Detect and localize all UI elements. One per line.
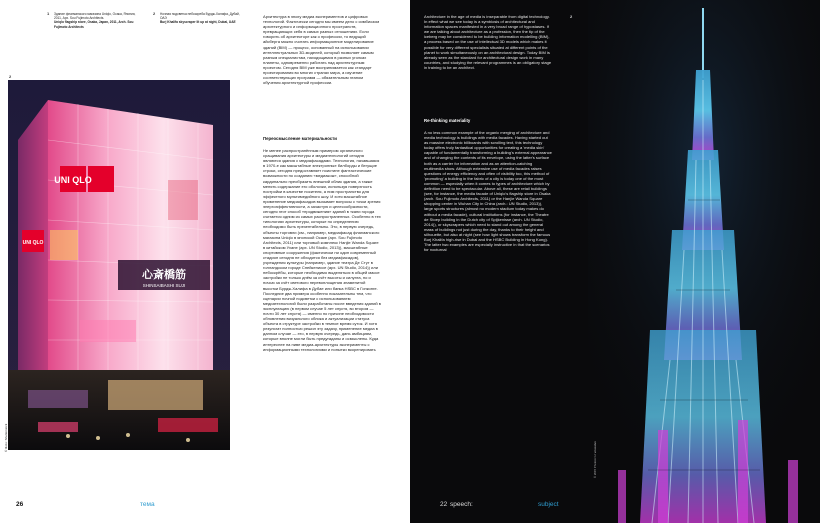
page-number-right: 22: [440, 501, 448, 508]
caption-1-number: 1: [47, 11, 50, 16]
page-number-left: 26: [16, 501, 24, 508]
ru-body-text: Не менее распространённым примером органичного сращивания архитектуры и медиатехнологий сегодня являются здания с медиафасадами. Технология, начавшаяся в 1970-е как масштабные электронные билборды и бегущие строки, сегодня предоставляет поистине фантастические возможности по созданию «медиакож», способной кардинально преобразить внешний облик здания, а также менять содержание его оболочки, используя поверхность постройки в качестве носителя, а ним пространство для эффектного мультимедийного шоу. И хотя масштабное применение медиафасадов вызывает вопросы с точки зрения энергоэффективности, а зачастую и целесообразности, сегодня этот способ «продвижения» зданий в ткани города считается одним из самых распространенных. Особенно в тех типологиях архитектуры, которые по определению необходимо быть презентабельны. Это, в первую очередь, объекты торговли (см., например, медиафасад флагманского магазина Uniqlo в японской Осаке (арх. Sou Fujimoto Architects, 2011) или торговый комплекс Hanjie Wanda Square в китайском Ухане (арх. UN Studio, 2013)), масштабные спортивные сооружения (фактически ни один современный стадион сегодня не обходится без медиафасадов), учреждения культуры (например, здание театра Де Стут в голландском городе Спейкениссе (арх. UN Studio, 2014)) или небоскрёбы, которые необходимо выделяться в общей массе застройки не только днём за счёт высоты и силуэта, но и ночью за счёт светового перевоплощения знаменитой высотки Бурдж-Халифа в Дубае или банка HSBC в Гонконге. Последние два примера особенно показательны тем, что сценарии ночной подсветки с использованием медиатехнологий были разработаны после введения зданий в эксплуатацию (в первом случае 5 лет спустя, во втором — почти 30 лет спустя) — именно по причине необходимости обновления визуального облика и актуализации статуса объекта в структуре застройки в темное время суток. И хотя результат полностью решил эту задачу, применение медиа в данном случае — это, в первую очередь, дань амбициям, которые вполне могли быть предугаданы и осмыслены. Куда интереснее на ниве медиа-архитектуры эксперименты с информационными технологиями и попытки вкоренировать: [263, 148, 381, 352]
ru-intro-text: Архитектура в эпоху медиа экспериментов и цифровых технологий. Фактически сегодня мы имеем дело с симбиозом архитектурного и информационного пространств, превращающих себя в самых разных отношениях. Если говорить об архитекторе как о профессии, то ведущий айсберга можно считать информационное моделирование зданий (BIM) — процесс, основанный на использовании интеллектуальных 3D-моделей, который позволяет самым разным специалистам, находящимся в разных уголках планеты, одновременно работать над архитектурным проектом. Сегодня BIM уже воспринимается как стандарт проектирования во многих странах мира, а изучение соответствующих программ — обязательным этапом обучения архитектурной профессии.: [263, 14, 380, 86]
burj-khalifa-illustration: [588, 0, 820, 523]
en-section-heading: Re-thinking materiality: [424, 118, 471, 123]
en-body-text: A no less common example of the organic merging of architecture and media technology is buildings with media facades. Having started out as massive electronic billboards with scrolling text, this technology today offers truly fantastical opportunities for creating a 'media skin' capable of fundamentally transforming a building's external appearance and of changing the contents of its envelope, using the latter's surface both as a carrier for information and as an attention-catching multimedia show. Although extensive use of media facades raises questions of energy efficiency and often of visibility too, this method of 'promoting' a building in the fabric of a city is today one of the most common — especially when it comes to types of architecture which by definition need to be spectacular. Above all, these are retail buildings (see, for instance, the media facade of Uniqlo's flagship store in Osaka (arch. Sou Fujimoto Architects, 2011) or the Hanjie Wanda Square shopping center in Wuhan City in China (arch.: UN Studio, 2013)), large sports structures (almost no modern stadium today makes do without a media facade), cultural institutions (for instance, the Theatre de Stoep building in the Dutch city of Spijkenisse (arch. UN Studio, 2014)), or skyscrapers which need to stand out among the general mass of buildings not just during the day, thanks to their height and silhouette, but also at night (see how light shows transform the famous Burj Khalifa high-rise in Dubai and the HSBC Building in Hong Kong). The latter two examples are especially instructive in that the scenarios for nocturnal: [424, 130, 552, 253]
uniqlo-store-illustration: [8, 80, 230, 450]
street-sign: SHINSAIBASHI SUJI: [142, 283, 186, 288]
right-page: [410, 0, 820, 523]
caption-1-en: Uniqlo flagship store, Osaka, Japan, 2011, Arch. Sou Fujimoto Architects: [54, 20, 134, 29]
caption-2: [153, 11, 244, 25]
section-label-right: subject: [538, 501, 559, 508]
magazine-label: speech:: [450, 501, 473, 508]
caption-2-en: Burj Khalifa skyscraper lit up at night, Dubai, UAE: [160, 20, 236, 25]
photo-number-right: 2: [570, 14, 573, 19]
uniqlo-store-photo: [8, 80, 230, 450]
caption-1-ru: Здание флагманского магазина Uniqlo, Осака, Япония, 2011, Арх. Sou Fujimoto Architects.: [54, 12, 136, 21]
photo-credit-left: © Фото: Shutterstock: [4, 423, 8, 452]
uniqlo-sign-top: UNI QLO: [54, 175, 92, 185]
section-label-left: тема: [140, 501, 155, 508]
ru-section-heading: Переосмысление материальности: [263, 136, 337, 141]
photo-number: 2: [9, 74, 12, 79]
kanji-sign: 心斎橋筋: [142, 268, 186, 281]
en-intro-text: Architecture in the age of media is inseparable from digital technology. In effect what we see today is a symbiosis of architectural and information spaces manifested in a very broad range of hypostases. If we are talking about architecture as a profession, then the tip of the iceberg may be considered to be building information modelling (BIM), a process based on the use of intellectual 3D models which makes it possible for very different specialists situated at different points of the planet to work simultaneously on an architectural design. Today BIM is already seen as the standard for architectural design work in many countries, and studying the relevant programmes is an obligatory stage in training to be an architect.: [424, 14, 552, 70]
caption-1: [47, 11, 140, 29]
caption-2-ru: Ночная подсветка небоскреба Бурдж-Халифа, Дубай, ОАЭ: [160, 12, 240, 21]
uniqlo-sign-side: UNI QLO: [22, 240, 44, 246]
photo-credit-right: © 2015 Photocom / vicasalive: [593, 441, 597, 478]
caption-2-number: 2: [153, 11, 156, 16]
